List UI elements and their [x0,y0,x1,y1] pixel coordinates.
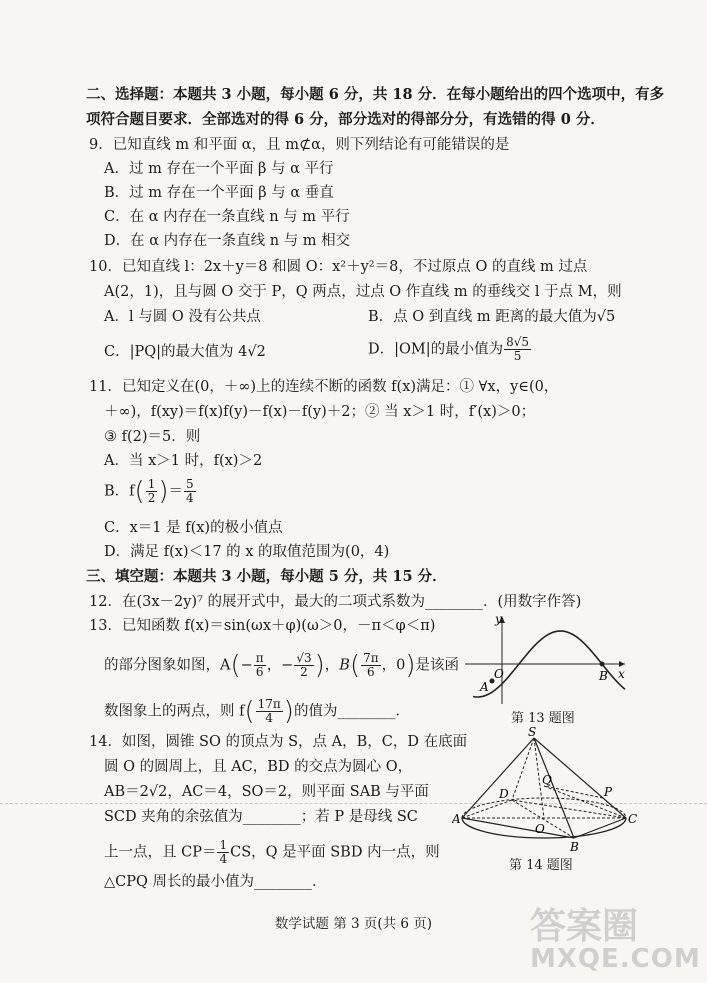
q9-option-d: D．在 α 内存在一条直线 n 与 m 相交 [104,233,351,249]
q13-sine-graph [465,612,635,707]
q11-option-a: A．当 x＞1 时，f(x)＞2 [104,453,263,469]
q14-label-d: D [499,787,509,801]
q13-label-o: O [494,667,504,681]
q14-edge-ab [462,818,574,838]
q14-stem-line4: SCD 夹角的余弦值为________；若 P 是母线 SC [104,809,418,825]
q14-generator-sa [462,738,534,818]
q14-generator-sd [512,738,534,800]
q14-label-a: A [452,812,461,826]
q14-label-q: Q [542,773,552,787]
q11-stem-line2: ＋∞)，f(xy)＝f(x)f(y)－f(x)－f(y)＋2；② 当 x＞1 时，f′(x)＞0； [104,404,536,420]
q14-edge-bc [574,818,626,838]
section2-heading-line2: 项符合题目要求．全部选对的得 6 分，部分选对的得部分分，有选错的得 0 分． [86,111,605,128]
q14-figure-caption: 第 14 题图 [509,858,573,873]
q11-option-b: B．f( $\frac{1}{2}$ )＝ $\frac{5}{4}$ [104,476,194,507]
q9-option-c: C．在 α 内存在一条直线 n 与 m 平行 [104,209,350,225]
q12-stem: 12．在(3x－2y)⁷ 的展开式中，最大的二项式系数为________．(用数字作答) [89,594,582,610]
q14-segment-qc [544,786,626,818]
q14-stem-line1: 14．如图，圆锥 SO 的顶点为 S，点 A，B，C，D 在底面 [89,734,468,750]
q14-stem-line5: 上一点，且 CP＝ $\frac{1}{4}$ CS，Q 是平面 SBD 内一点，则 [104,838,440,866]
q11-option-c: C．x＝1 是 f(x)的极小值点 [104,520,283,536]
q13-stem-line1: 13．已知函数 f(x)＝sin(ωx＋φ)(ω＞0，－π＜φ＜π) [89,618,436,634]
q14-stem-line6: △CPQ 周长的最小值为________． [104,874,327,890]
section3-heading: 三、填空题：本题共 3 小题，每小题 5 分，共 15 分． [86,568,447,585]
q10-option-b: B．点 O 到直线 m 距离的最大值为√5 [368,309,616,325]
q10-stem-line2: A(2，1)，且与圆 O 交于 P，Q 两点，过点 O 作直线 m 的垂线交 l 于点 M，则 [104,284,622,300]
q10-option-a: A．l 与圆 O 没有公共点 [104,309,261,325]
q10-option-d: D．|OM|的最小值为 $\frac{8√5}{5}$ [368,335,530,363]
q14-stem-line3: AB＝2√2，AC＝4，SO＝2，则平面 SAB 与平面 [104,784,429,800]
watermark-logo: 答案圈 [530,906,639,947]
q9-stem: 9．已知直线 m 和平面 α，且 m⊄α，则下列结论有可能错误的是 [89,137,510,153]
q13-stem-line3: 数图象上的两点，则 f( $\frac{17\pi}{4}$ )的值为________． [104,696,410,727]
q13-label-y: y [495,612,502,626]
q11-stem-line3: ③ f(2)＝5．则 [104,429,201,445]
q13-point-b [600,662,605,667]
q10-stem-line1: 10．已知直线 l：2x＋y＝8 和圆 O：x²＋y²＝8，不过原点 O 的直线 m 过点 [89,259,588,275]
q13-label-a: A [480,680,489,694]
q14-stem-line2: 圆 O 的圆周上，且 AC，BD 的交点为圆心 O， [104,759,413,775]
q10-option-c: C．|PQ|的最大值为 4√2 [104,344,266,360]
q14-label-b: B [570,840,579,854]
q11-stem-line1: 11．已知定义在(0，＋∞)上的连续不断的函数 f(x)满足：① ∀x，y∈(0， [89,379,559,395]
q14-label-c: C [628,812,637,826]
q14-cone-figure [452,726,637,856]
q14-label-o: O [535,822,545,836]
q14-label-s: S [528,726,537,739]
q9-option-a: A．过 m 存在一个平面 β 与 α 平行 [104,161,334,177]
q13-label-x: x [618,667,625,681]
q13-stem-line2: 的部分图象如图，A(− $\frac{\pi}{6}$ ，− $\frac{√3}{2}$ )，B( $\frac{7\pi}{6}$ ，0)是该函 [104,650,460,681]
page-footer: 数学试题 第 3 页(共 6 页) [274,916,433,932]
q9-option-b: B．过 m 存在一个平面 β 与 α 垂直 [104,185,334,201]
q13-figure-caption: 第 13 题图 [511,711,575,726]
q13-label-b: B [599,669,608,683]
q14-segment-pq [544,786,603,798]
q11-option-d: D．满足 f(x)＜17 的 x 的取值范围为(0，4) [104,544,390,560]
section2-heading-line1: 二、选择题：本题共 3 小题，每小题 6 分，共 18 分．在每小题给出的四个选项中，有多 [86,86,665,103]
watermark-url: MXQE.COM [530,944,701,974]
q14-label-p: P [604,785,613,799]
